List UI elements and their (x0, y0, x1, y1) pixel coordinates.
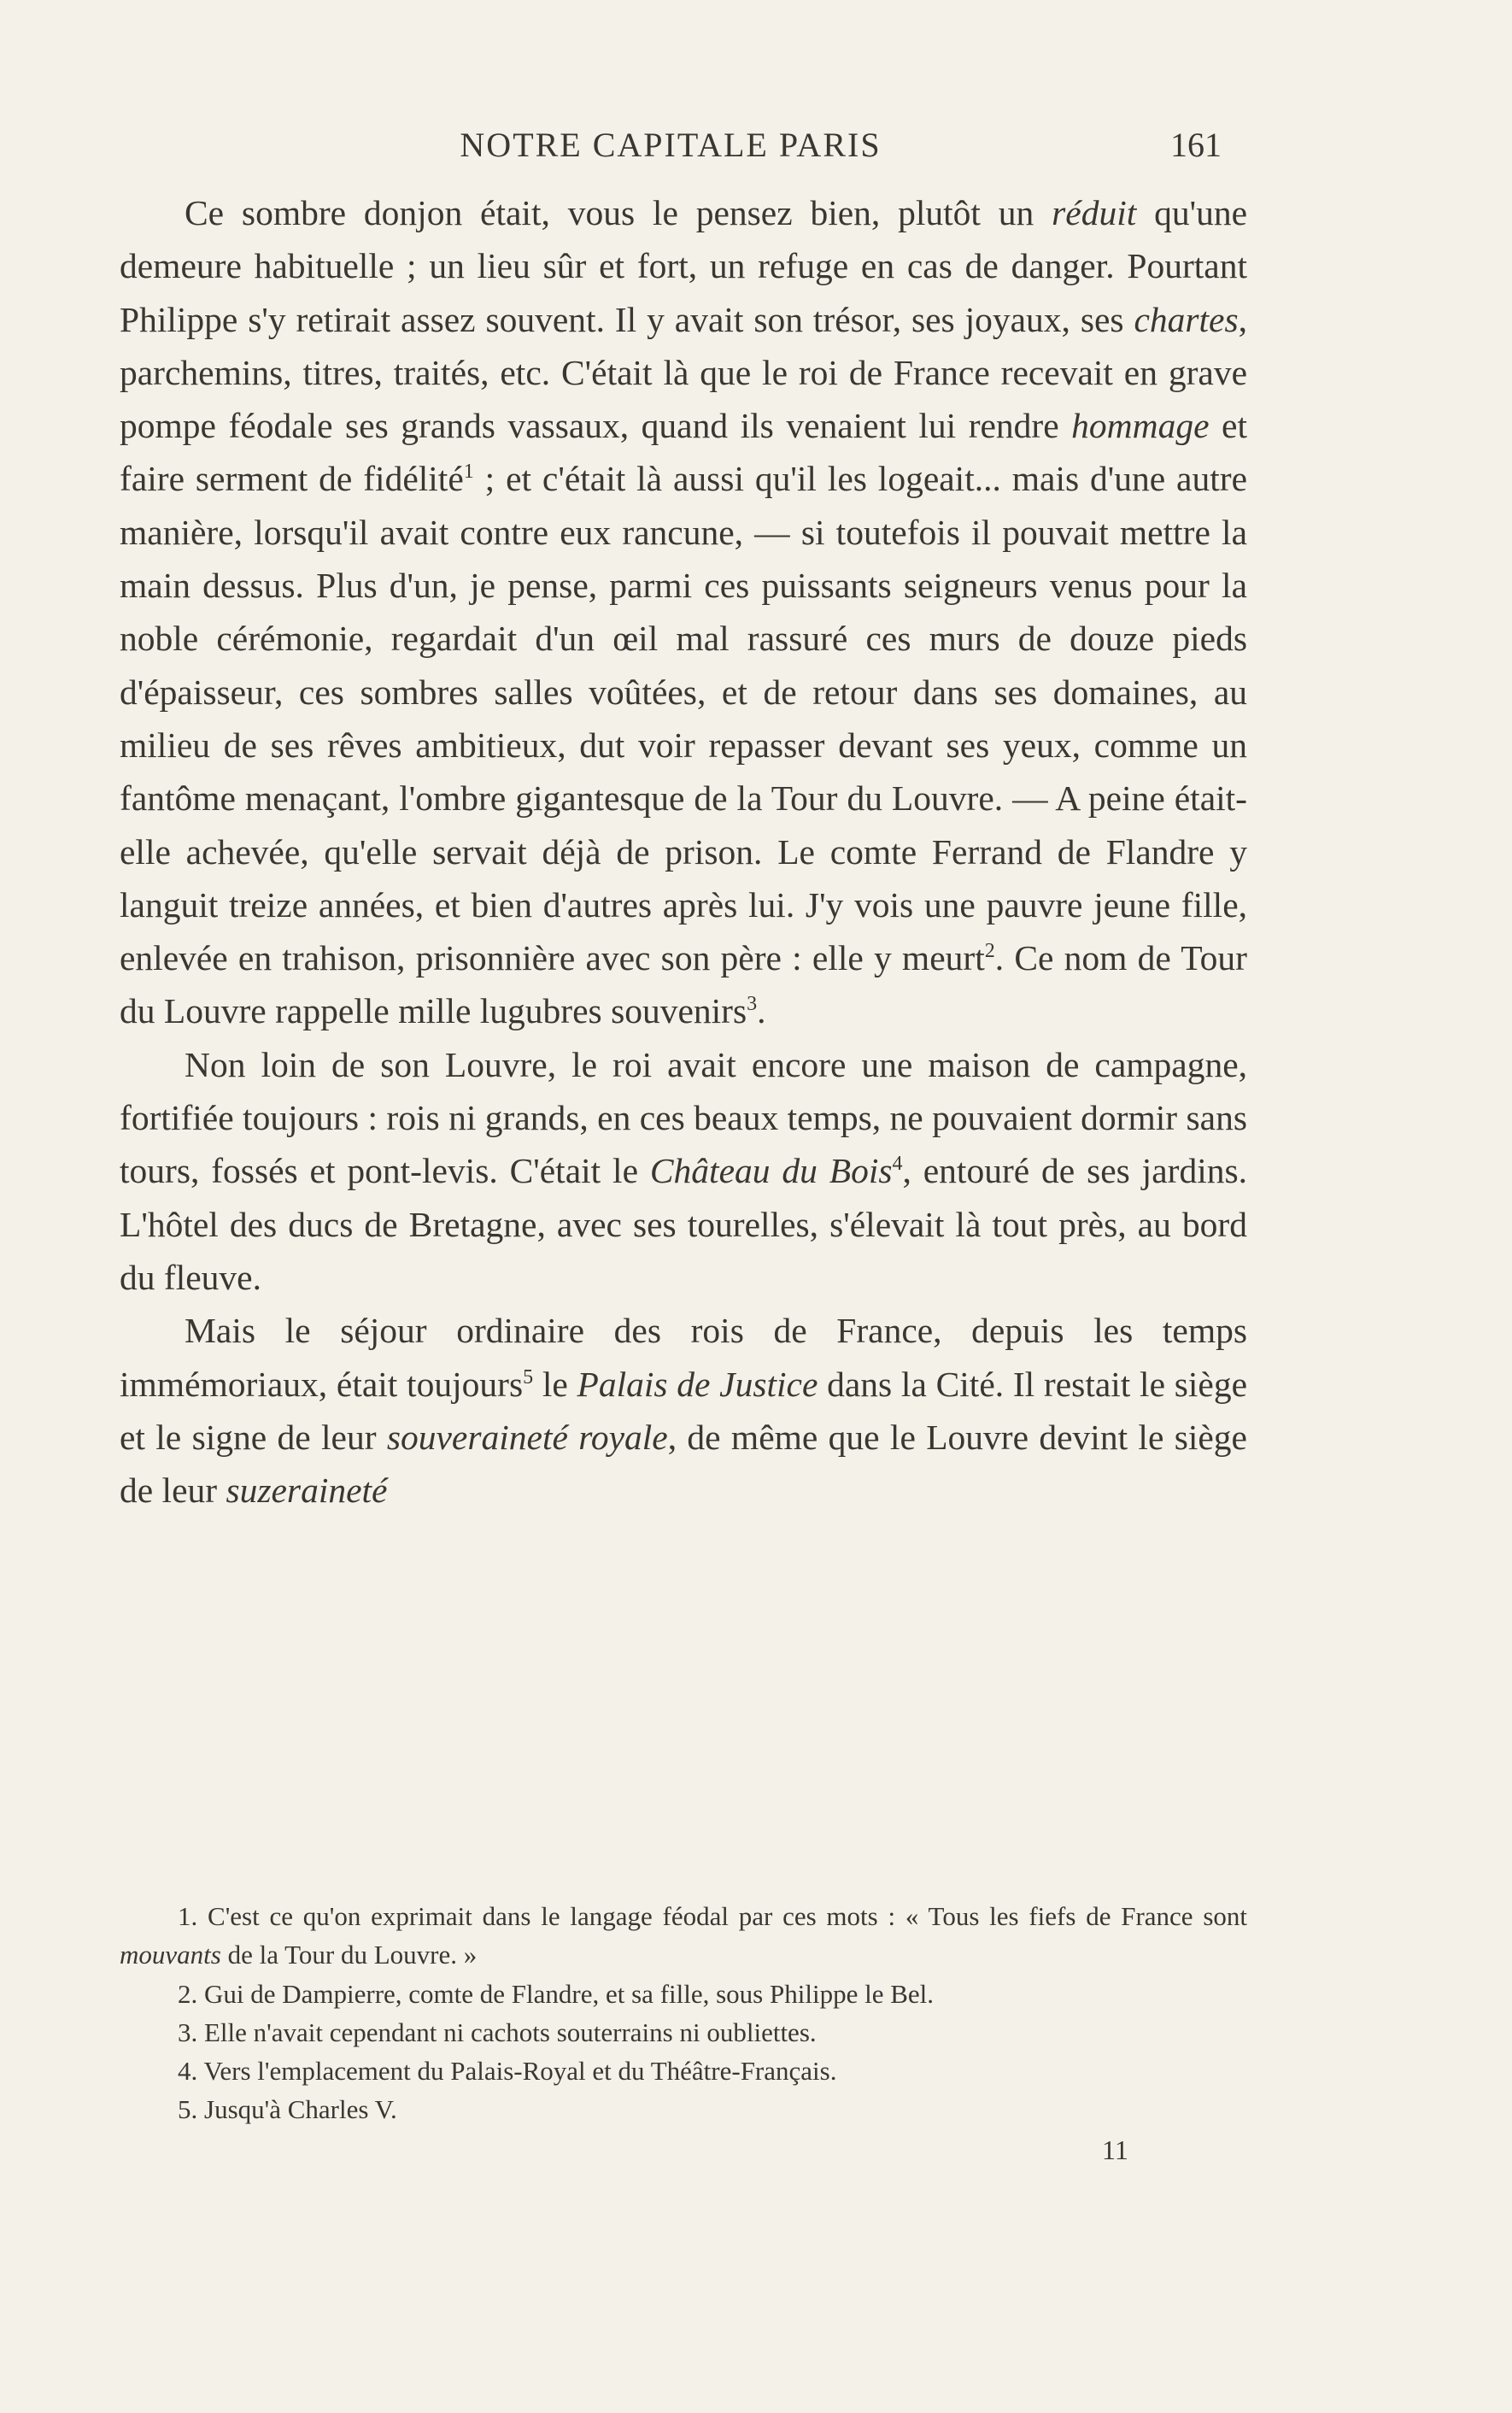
footnote (120, 2013, 1247, 2052)
italic-text: Palais de Justice (577, 1364, 818, 1404)
italic-text: souveraineté royale (386, 1417, 668, 1457)
footnotes (120, 1897, 1247, 2129)
footnote (120, 2052, 1247, 2090)
signature-mark: 11 (1102, 2134, 1128, 2165)
body-text (120, 186, 1247, 1517)
footnote-text: 4. Vers l'emplacement du Palais-Royal et du Théâtre-Français. (178, 2056, 837, 2087)
footnote (120, 2090, 1247, 2128)
paragraph (120, 1304, 1247, 1517)
footnote-ref: 5 (523, 1365, 534, 1389)
footnote-ref: 3 (747, 993, 758, 1016)
text-run: Mais le séjour ordinaire des rois de France, depuis les temps immémoriaux, était toujours (120, 1311, 1247, 1404)
text-run: ; et c'était là aussi qu'il les logeait... mais d'une autre manière, lorsqu'il avait contre eux rancune, — si toutefois il pouvait mettre la main dessus. Plus d'un, je pense, parmi ces puissants seigneurs venus pour la noble cérémonie, regardait d'un œil mal rassuré ces murs de douze pieds d'épaisseur, ces sombres salles voûtées, et de retour dans ses domaines, au milieu de ses rêves ambitieux, dut voir repasser devant ses yeux, comme un fantôme menaçant, l'ombre gigantesque de la Tour du Louvre. — A peine était-elle achevée, qu'elle servait déjà de prison. Le comte Ferrand de Flandre y languit treize années, et bien d'autres après lui. J'y vois une pauvre jeune fille, enlevée en trahison, prisonnière avec son père : elle y meurt (120, 459, 1248, 978)
footnote-text: 5. Jusqu'à Charles V. (178, 2094, 397, 2125)
italic-text: chartes (1134, 299, 1239, 339)
text-run: Non loin de son Louvre, le roi avait encore une maison de campagne, fortifiée toujours : rois ni grands, en ces beaux temps, ne pouvaient dormir sans tours, fossés et pont-levis. C'était le (120, 1044, 1247, 1191)
text-run: , entouré de ses jardins. L'hôtel des ducs de Bretagne, avec ses tourelles, s'élevait là tout près, au bord du fleuve. (120, 1151, 1248, 1297)
text-run: et faire serment de fidélité (120, 406, 1247, 499)
text-run: Ce sombre donjon était, vous le pensez bien, plutôt un (185, 193, 1052, 232)
italic-text: réduit (1052, 193, 1137, 232)
text-run: qu'une demeure habituelle ; un lieu sûr et fort, un refuge en cas de danger. Pourtant Philippe s'y retirait assez souvent. Il y avait son trésor, ses joyaux, ses (120, 193, 1247, 339)
italic-text: Château du Bois (649, 1151, 893, 1191)
running-title: NOTRE CAPITALE PARIS (460, 126, 882, 164)
text-run: , parchemins, titres, traités, etc. C'était là que le roi de France recevait en grave pompe féodale ses grands vassaux, quand ils venaient lui rendre (120, 299, 1247, 446)
footnote-text: 1. C'est ce qu'on exprimait dans le langage féodal par ces mots : « Tous les fiefs de France sont (178, 1901, 1247, 1931)
page-number: 161 (1170, 126, 1222, 164)
footnote-text: 2. Gui de Dampierre, comte de Flandre, et sa fille, sous Philippe le Bel. (178, 1978, 934, 2009)
italic-text: mouvants (120, 1940, 221, 1970)
running-head (120, 120, 1222, 171)
text-run: . (757, 991, 766, 1031)
paragraph (120, 186, 1247, 1038)
footnote (120, 1975, 1247, 2013)
italic-text: hommage (1071, 406, 1210, 446)
footnote-text: de la Tour du Louvre. » (220, 1940, 478, 1970)
footnote (120, 1897, 1247, 1975)
text-run: le (533, 1364, 577, 1404)
text-run: . Ce nom de Tour du Louvre rappelle mille lugubres souvenirs (120, 938, 1247, 1031)
footnote-ref: 4 (892, 1153, 903, 1176)
text-run: , de même que le Louvre devint le siège de leur (120, 1417, 1247, 1511)
text-run: dans la Cité. Il restait le siège et le signe de leur (120, 1364, 1247, 1457)
footnote-ref: 2 (984, 940, 995, 963)
footnote-text: 3. Elle n'avait cependant ni cachots souterrains ni oubliettes. (178, 2017, 817, 2047)
footnote-ref: 1 (463, 461, 474, 484)
paragraph (120, 1038, 1247, 1304)
italic-text: suzeraineté (226, 1471, 388, 1511)
